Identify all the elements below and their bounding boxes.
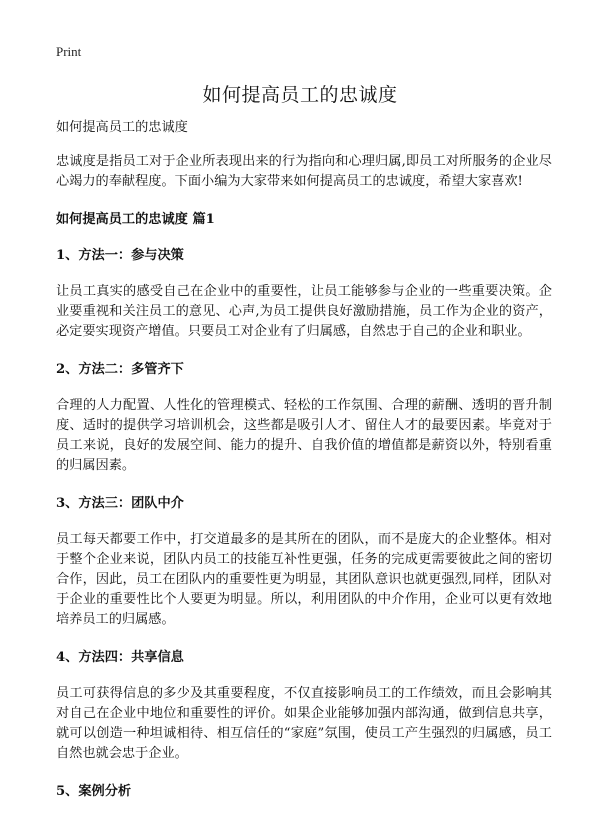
section-title: 如何提高员工的忠诚度 篇1 [56, 212, 215, 227]
method-2-heading: 2、方法二：多管齐下 [56, 362, 184, 377]
intro-paragraph: 忠诚度是指员工对于企业所表现出来的行为指向和心理归属,即员工对所服务的企业尽心竭力的奉献程度。下面小编为大家带来如何提高员工的忠诚度，希望大家喜欢! [56, 154, 552, 189]
document-subtitle: 如何提高员工的忠诚度 [56, 120, 188, 135]
method-5-heading: 5、案例分析 [56, 784, 132, 799]
method-3-body: 员工每天都要工作中，打交道最多的是其所在的团队，而不是庞大的企业整体。相对于整个企业来说，团队内员工的技能互补性更强，任务的完成更需要彼此之间的密切合作，因此，员工在团队内的重要性更为明显，其团队意识也就更强烈,同样，团队对于企业的重要性比个人要更为明显。所以，利用团队的中介作用，企业可以更有效地培养员工的归属感。 [56, 532, 552, 627]
method-3-heading: 3、方法三：团队中介 [56, 496, 184, 511]
document-body [56, 118, 552, 818]
method-1-body: 让员工真实的感受自己在企业中的重要性，让员工能够参与企业的一些重要决策。企业要重视和关注员工的意见、心声,为员工提供良好激励措施，员工作为企业的资产，必定要实现资产增值。只要员工对企业有了归属感，自然忠于自己的企业和职业。 [56, 284, 552, 339]
page-title: 如何提高员工的忠诚度 [202, 84, 398, 106]
method-1-heading: 1、方法一：参与决策 [56, 248, 184, 263]
method-2-body: 合理的人力配置、人性化的管理模式、轻松的工作氛围、合理的薪酬、透明的晋升制度、适时的提供学习培训机会，这些都是吸引人才、留住人才的最要因素。毕竟对于员工来说，良好的发展空间、能力的提升、自我价值的增值都是薪资以外，特别看重的归属因素。 [56, 398, 552, 473]
method-4-body: 员工可获得信息的多少及其重要程度，不仅直接影响员工的工作绩效，而且会影响其对自己在企业中地位和重要性的评价。如果企业能够加强内部沟通，做到信息共享，就可以创造一种坦诚相待、相互信任的“家庭”氛围，使员工产生强烈的归属感，员工自然也就会忠于企业。 [56, 686, 552, 761]
method-4-heading: 4、方法四：共享信息 [56, 650, 184, 665]
print-label[interactable]: Print [56, 44, 82, 59]
